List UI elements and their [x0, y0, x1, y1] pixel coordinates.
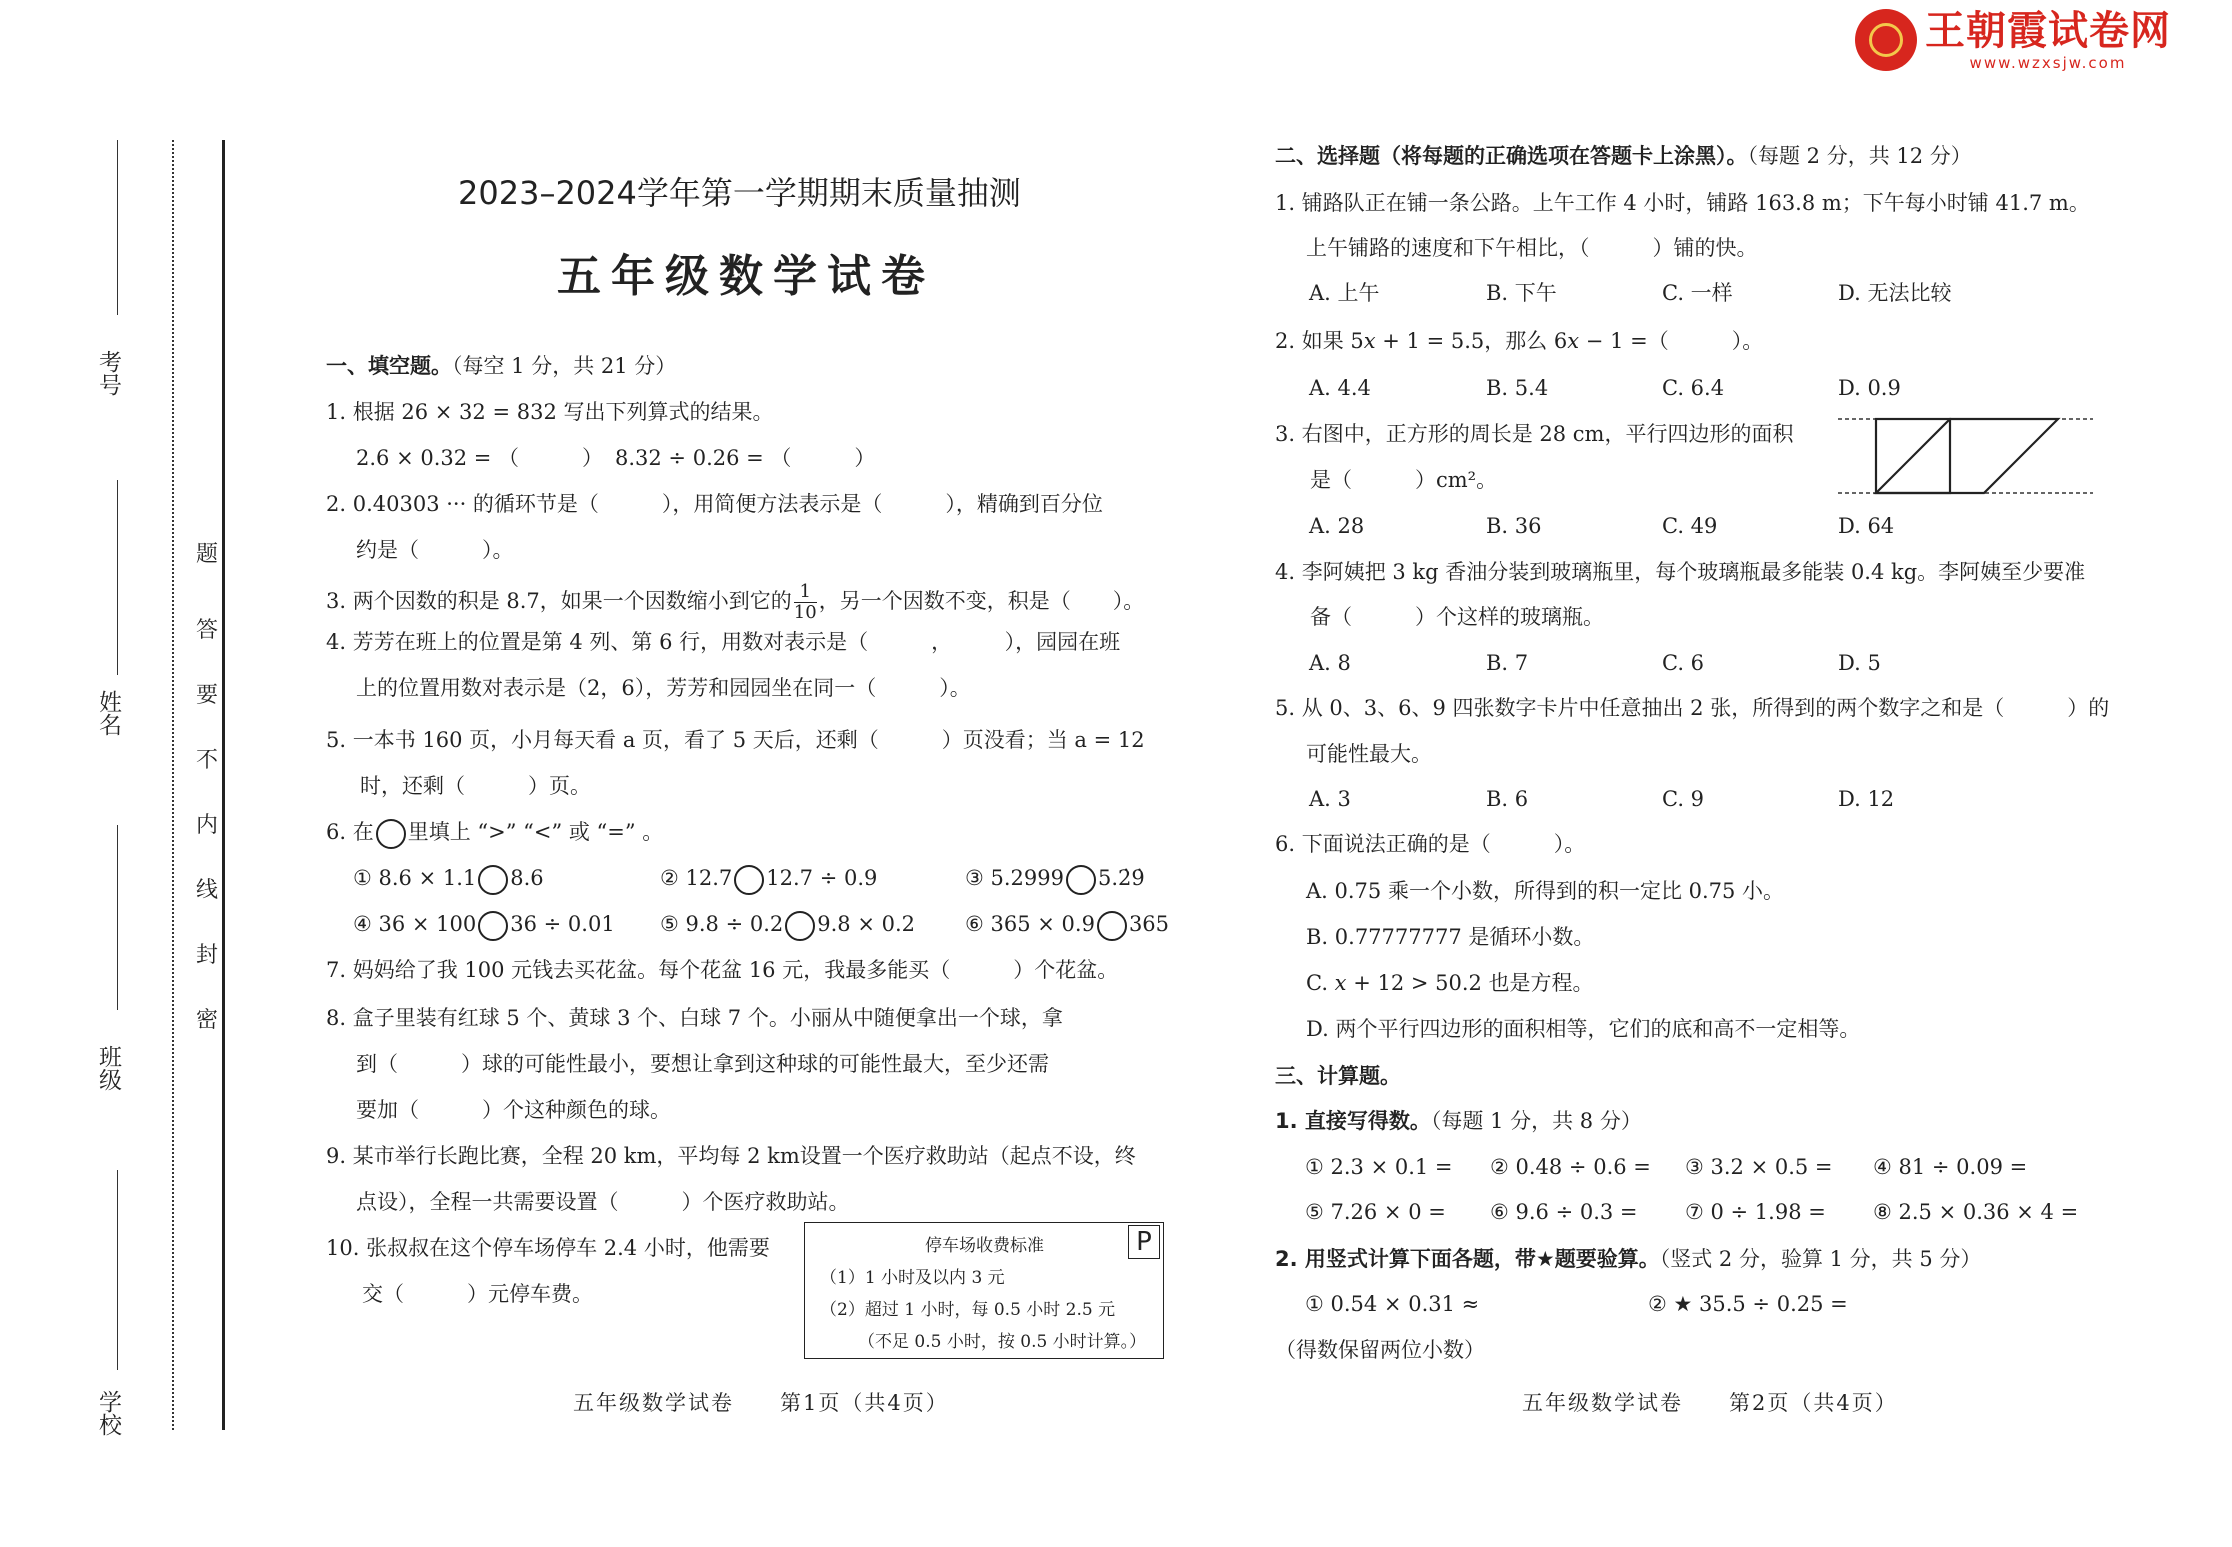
k2-title: 2. 用竖式计算下面各题，带★题要验算。 [1275, 1247, 1660, 1271]
q4-line1: 4. 芳芳在班上的位置是第 4 列、第 6 行，用数对表示是（ ， ），园园在班 [326, 630, 1121, 654]
c4-option[interactable]: A. 8 [1309, 651, 1351, 675]
school-field[interactable] [117, 1170, 118, 1370]
parking-rule1: （1）1 小时及以内 3 元 [820, 1268, 1005, 1288]
q5-line2: 时，还剩（ ）页。 [360, 774, 591, 798]
compare-circle[interactable] [1066, 865, 1096, 895]
seal-char: 内 [196, 813, 219, 838]
k1-item: ① 2.3 × 0.1 = [1305, 1155, 1453, 1179]
c5-line1: 5. 从 0、3、6、9 四张数字卡片中任意抽出 2 张，所得到的两个数字之和是（ ）的 [1275, 696, 2110, 720]
k2-note: （竖式 2 分，验算 1 分，共 5 分） [1659, 1247, 1982, 1271]
parking-sign-icon: P [1128, 1225, 1160, 1259]
q6-right: 9.8 × 0.2 [817, 912, 915, 936]
q1-line1: 1. 根据 26 × 32 = 832 写出下列算式的结果。 [326, 400, 774, 424]
c2-option[interactable]: B. 5.4 [1486, 376, 1549, 400]
seal-char: 题 [196, 542, 219, 567]
k2-heading [1275, 1245, 1981, 1273]
q2-line1: 2. 0.40303 ··· 的循环节是（ ），用简便方法表示是（ ），精确到百分位 [326, 492, 1103, 516]
c2-option[interactable]: D. 0.9 [1838, 376, 1901, 400]
exam-number-field[interactable] [117, 140, 118, 315]
q6-instruction [326, 818, 663, 849]
q8-line3: 要加（ ）个这种颜色的球。 [356, 1098, 671, 1122]
q9-line2: 点设），全程一共需要设置（ ）个医疗救助站。 [356, 1190, 850, 1214]
c2-option[interactable]: A. 4.4 [1309, 376, 1371, 400]
c5-option[interactable]: C. 9 [1662, 787, 1705, 811]
q6-post: 里填上 “>” “<” 或 “=” 。 [407, 820, 664, 844]
c3-line2: 是（ ）cm²。 [1310, 468, 1498, 492]
name-field[interactable] [117, 480, 118, 675]
q8-line1: 8. 盒子里装有红球 5 个、黄球 3 个、白球 7 个。小丽从中随便拿出一个球，拿 [326, 1006, 1063, 1030]
q5-line1: 5. 一本书 160 页，小月每天看 a 页，看了 5 天后，还剩（ ）页没看；当 a = 12 [326, 728, 1145, 752]
k1-heading [1275, 1107, 1642, 1135]
page2-footer: 五年级数学试卷 第2页（共4页） [1522, 1391, 1898, 1415]
class-field[interactable] [117, 825, 118, 1010]
c1-option[interactable]: B. 下午 [1486, 281, 1557, 305]
c5-option[interactable]: B. 6 [1486, 787, 1529, 811]
binding-dotted-line [172, 140, 174, 1430]
c6-line1: 6. 下面说法正确的是（ ）。 [1275, 832, 1586, 856]
q6-right: 12.7 ÷ 0.9 [766, 866, 878, 890]
school-label: 学校 [95, 1390, 121, 1436]
k2-note-rounding: （得数保留两位小数） [1275, 1338, 1485, 1362]
q6-left: ⑥ 365 × 0.9 [965, 912, 1095, 936]
q6-item [353, 910, 615, 941]
k2-item-a: ① 0.54 × 0.31 ≈ [1305, 1292, 1480, 1316]
logo-url: www.wzxsjw.com [1969, 54, 2127, 72]
parking-rule3: （不足 0.5 小时，按 0.5 小时计算。） [858, 1332, 1147, 1352]
q6-right: 365 [1128, 912, 1170, 936]
section1-note: （每空 1 分，共 21 分） [452, 354, 677, 378]
c4-option[interactable]: C. 6 [1662, 651, 1705, 675]
logo-seal-icon [1855, 9, 1917, 71]
q3-fraction [794, 582, 817, 623]
q4-line2: 上的位置用数对表示是（2，6），芳芳和园园坐在同一（ ）。 [356, 676, 971, 700]
page1-footer: 五年级数学试卷 第1页（共4页） [573, 1391, 949, 1415]
exam-header: 2023–2024学年第一学期期末质量抽测 [458, 174, 1021, 212]
c1-option[interactable]: A. 上午 [1309, 281, 1380, 305]
parking-rule2: （2）超过 1 小时，每 0.5 小时 2.5 元 [820, 1300, 1116, 1320]
q10-line2: 交（ ）元停车费。 [362, 1282, 593, 1306]
c2-line1: 2. 如果 5𝑥 + 1 = 5.5，那么 6𝑥 − 1 =（ ）。 [1275, 329, 1764, 353]
c4-option[interactable]: B. 7 [1486, 651, 1529, 675]
q6-pre: 6. 在 [326, 820, 374, 844]
c4-line1: 4. 李阿姨把 3 kg 香油分装到玻璃瓶里，每个玻璃瓶最多能装 0.4 kg。李阿姨至少要准 [1275, 560, 2086, 584]
exam-title: 五年级数学试卷 [557, 251, 935, 302]
c1-option[interactable]: D. 无法比较 [1838, 281, 1952, 305]
q6-left: ③ 5.2999 [965, 866, 1064, 890]
seal-char: 答 [196, 618, 219, 643]
c5-line2: 可能性最大。 [1306, 742, 1432, 766]
seal-char: 密 [196, 1008, 219, 1033]
c3-option[interactable]: A. 28 [1309, 514, 1365, 538]
seal-char: 不 [196, 748, 219, 773]
compare-circle[interactable] [478, 865, 508, 895]
q6-item [660, 864, 877, 895]
k2-item-b: ② ★ 35.5 ÷ 0.25 = [1648, 1292, 1848, 1316]
q3-pre: 3. 两个因数的积是 8.7，如果一个因数缩小到它的 [326, 589, 792, 613]
c6-option[interactable]: B. 0.77777777 是循环小数。 [1306, 925, 1595, 949]
c4-line2: 备（ ）个这样的玻璃瓶。 [1310, 605, 1604, 629]
q6-right: 8.6 [510, 866, 544, 890]
section2-note: （每题 2 分，共 12 分） [1747, 144, 1972, 168]
seal-char: 封 [196, 943, 219, 968]
c3-line1: 3. 右图中，正方形的周长是 28 cm，平行四边形的面积 [1275, 422, 1794, 446]
seal-char: 线 [196, 878, 219, 903]
k1-note: （每题 1 分，共 8 分） [1430, 1109, 1642, 1133]
section2-heading [1275, 142, 1972, 170]
q6-left: ② 12.7 [660, 866, 733, 890]
q3-post: ，另一个因数不变，积是（ ）。 [818, 589, 1145, 613]
q6-left: ① 8.6 × 1.1 [353, 866, 477, 890]
name-label: 姓名 [95, 690, 121, 736]
q10-line1: 10. 张叔叔在这个停车场停车 2.4 小时，他需要 [326, 1236, 770, 1260]
q6-item [660, 910, 915, 941]
c1-line2: 上午铺路的速度和下午相比，（ ）铺的快。 [1306, 236, 1758, 260]
c5-option[interactable]: D. 12 [1838, 787, 1895, 811]
exam-number-label: 考号 [95, 350, 121, 396]
q6-right: 5.2̇9̇ [1097, 866, 1145, 890]
c6-option[interactable]: D. 两个平行四边形的面积相等，它们的底和高不一定相等。 [1306, 1017, 1861, 1041]
q3-line [326, 582, 1144, 623]
k1-title: 1. 直接写得数。 [1275, 1109, 1431, 1133]
k1-item: ⑧ 2.5 × 0.36 × 4 = [1873, 1200, 2079, 1224]
q6-right: 36 ÷ 0.01 [510, 912, 615, 936]
k1-item: ⑦ 0 ÷ 1.98 = [1685, 1200, 1826, 1224]
k1-item: ④ 81 ÷ 0.09 = [1873, 1155, 2028, 1179]
c6-option[interactable]: A. 0.75 乘一个小数，所得到的积一定比 0.75 小。 [1306, 879, 1785, 903]
c2-option[interactable]: C. 6.4 [1662, 376, 1725, 400]
compare-circle[interactable] [734, 865, 764, 895]
k1-item: ⑤ 7.26 × 0 = [1305, 1200, 1446, 1224]
square-parallelogram-figure [1838, 410, 2093, 500]
q1-line2a: 2.6 × 0.32 = （ ） [356, 446, 604, 470]
logo-title: 王朝霞试卷网 [1925, 8, 2171, 54]
q9-line1: 9. 某市举行长跑比赛，全程 20 km，平均每 2 km设置一个医疗救助站（起点不设，终 [326, 1144, 1136, 1168]
section1-title: 一、填空题。 [326, 354, 452, 378]
compare-circle[interactable] [1097, 911, 1127, 941]
section1-heading [326, 352, 676, 380]
section2-title: 二、选择题（将每题的正确选项在答题卡上涂黑）。 [1275, 144, 1748, 168]
q6-item [965, 910, 1169, 941]
k1-item: ③ 3.2 × 0.5 = [1685, 1155, 1833, 1179]
c5-option[interactable]: A. 3 [1309, 787, 1351, 811]
c3-option[interactable]: B. 36 [1486, 514, 1542, 538]
k1-item: ② 0.48 ÷ 0.6 = [1490, 1155, 1651, 1179]
q6-left: ⑤ 9.8 ÷ 0.2 [660, 912, 784, 936]
answer-circle-icon [376, 819, 406, 849]
binding-solid-line [222, 140, 225, 1430]
class-label: 班级 [95, 1045, 121, 1091]
c3-option[interactable]: D. 64 [1838, 514, 1895, 538]
parking-title: 停车场收费标准 [925, 1236, 1044, 1256]
q3-fraction-denominator: 10 [793, 602, 817, 623]
compare-circle[interactable] [478, 911, 508, 941]
q3-fraction-numerator: 1 [794, 582, 817, 603]
q2-line2: 约是（ ）。 [356, 538, 514, 562]
site-logo [1855, 8, 2171, 72]
c4-option[interactable]: D. 5 [1838, 651, 1881, 675]
compare-circle[interactable] [785, 911, 815, 941]
q7: 7. 妈妈给了我 100 元钱去买花盆。每个花盆 16 元，我最多能买（ ）个花盆。 [326, 958, 1119, 982]
seal-char: 要 [196, 683, 219, 708]
q8-line2: 到（ ）球的可能性最小，要想让拿到这种球的可能性最大，至少还需 [356, 1052, 1049, 1076]
q6-item [965, 864, 1145, 895]
q6-item [353, 864, 544, 895]
c1-line1: 1. 铺路队正在铺一条公路。上午工作 4 小时，铺路 163.8 m；下午每小时铺 41.7 m。 [1275, 191, 2090, 215]
c6-option[interactable]: C. 𝑥 + 12 > 50.2 也是方程。 [1306, 971, 1594, 995]
k1-item: ⑥ 9.6 ÷ 0.3 = [1490, 1200, 1638, 1224]
c1-option[interactable]: C. 一样 [1662, 281, 1733, 305]
q1-line2b: 8.32 ÷ 0.26 = （ ） [615, 446, 876, 470]
section3-title: 三、计算题。 [1275, 1064, 1401, 1088]
q6-left: ④ 36 × 100 [353, 912, 477, 936]
c3-option[interactable]: C. 49 [1662, 514, 1718, 538]
